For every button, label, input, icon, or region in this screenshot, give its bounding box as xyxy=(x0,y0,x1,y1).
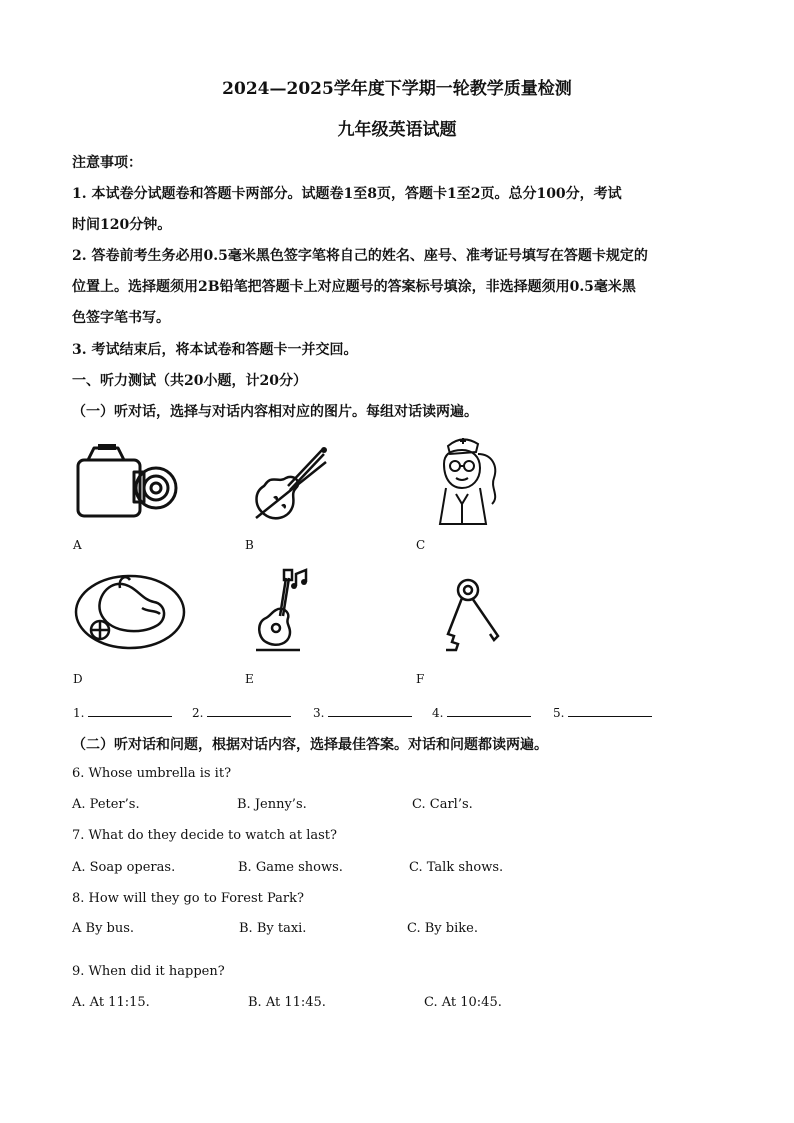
option-8a[interactable]: A By bus. xyxy=(72,921,135,936)
guitar-icon xyxy=(246,566,316,658)
option-7b[interactable]: B. Game shows. xyxy=(238,860,343,875)
section-heading: 一、听力测试（共20小题，计20分） xyxy=(72,373,307,389)
page-subtitle: 九年级英语试题 xyxy=(337,120,457,140)
notice-item-2: 2. 答卷前考生务必用0.5毫米黑色签字笔将自己的姓名、座号、准考证号填写在答题卡规定的 xyxy=(72,248,648,264)
option-9c[interactable]: C. At 10:45. xyxy=(424,995,502,1010)
notice-item-2-cont: 位置上。选择题须用2B铅笔把答题卡上对应题号的答案标号填涂，非选择题须用0.5毫米黑 xyxy=(72,279,636,295)
question-9: 9. When did it happen? xyxy=(72,964,225,979)
picture-label-d: D xyxy=(73,672,83,686)
question-8: 8. How will they go to Forest Park? xyxy=(72,891,304,906)
option-7a[interactable]: A. Soap operas. xyxy=(72,860,176,875)
notice-item-1: 1. 本试卷分试题卷和答题卡两部分。试题卷1至8页，答题卡1至2页。总分100分，考试 xyxy=(72,186,622,202)
option-6b[interactable]: B. Jenny’s. xyxy=(237,797,307,812)
option-6c[interactable]: C. Carl’s. xyxy=(412,797,473,812)
keys-icon xyxy=(438,576,506,656)
option-6a[interactable]: A. Peter’s. xyxy=(72,797,140,812)
option-8c[interactable]: C. By bike. xyxy=(407,921,478,936)
nurse-icon xyxy=(432,434,512,526)
question-7: 7. What do they decide to watch at last? xyxy=(72,828,337,843)
answer-blank-1[interactable]: 1. xyxy=(73,704,172,720)
answer-blank-5[interactable]: 5. xyxy=(553,704,652,720)
picture-label-f: F xyxy=(416,672,425,686)
picture-label-c: C xyxy=(416,538,426,552)
part1-instruction: （一）听对话，选择与对话内容相对应的图片。每组对话读两遍。 xyxy=(72,404,478,420)
option-7c[interactable]: C. Talk shows. xyxy=(409,860,504,875)
answer-blank-4[interactable]: 4. xyxy=(432,704,531,720)
notice-item-2-cont2: 色签字笔书写。 xyxy=(72,310,170,326)
camera-icon xyxy=(74,438,180,524)
picture-label-a: A xyxy=(73,538,82,552)
violin-icon xyxy=(246,440,330,524)
page-title: 2024—2025学年度下学期一轮教学质量检测 xyxy=(222,79,572,99)
notice-item-3: 3. 考试结束后，将本试卷和答题卡一并交回。 xyxy=(72,342,358,358)
part2-instruction: （二）听对话和问题，根据对话内容，选择最佳答案。对话和问题都读两遍。 xyxy=(72,737,548,753)
answer-blank-3[interactable]: 3. xyxy=(313,704,412,720)
picture-label-e: E xyxy=(245,672,254,686)
roast-chicken-icon xyxy=(72,566,188,652)
answer-blank-2[interactable]: 2. xyxy=(192,704,291,720)
option-8b[interactable]: B. By taxi. xyxy=(239,921,307,936)
picture-label-b: B xyxy=(245,538,254,552)
notice-heading: 注意事项： xyxy=(72,155,142,171)
option-9b[interactable]: B. At 11:45. xyxy=(248,995,326,1010)
question-6: 6. Whose umbrella is it? xyxy=(72,766,232,781)
notice-item-1-cont: 时间120分钟。 xyxy=(72,217,172,233)
option-9a[interactable]: A. At 11:15. xyxy=(72,995,150,1010)
